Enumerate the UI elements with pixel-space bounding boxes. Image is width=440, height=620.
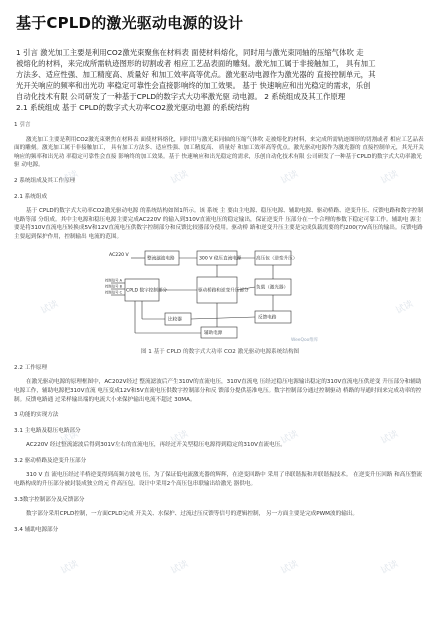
figure-caption: 图 1 基于 CPLD 的数字式大功率 CO2 激光驱动电源系统结构图 — [140, 349, 300, 356]
paragraph: 基于 CPLD的数字式大功率CO2激光驱动电源 的系统结构如图1所示。该 系统 主 要由主电源、稳压电源、辅助电源、驱动桥路、逆变升压、反馈电路和数字控制电路等部 分组成。其中主电源和稳压电源主要完成AC220V 的输入到310V直流电压的稳定输出，保证逆变升 压部分在一个合理的参数下稳定可靠工作。辅助电 源主要是将310V直流电压转换成5V和12V直流电压供数字控制部分和反馈比较器部分使用。驱动桥 路和逆变升压主要是完成负载需要的约200(?)V高压的输出。反馈电路主要起到保护作用，控制输出 电流的范围。 — [14, 208, 424, 240]
block-label: 比较器 — [168, 317, 182, 323]
paragraph: 310 V 直 流电压经过半桥逆变得到高频方波电 压，为了保证低电流激光器的辉辉，在逆变回路中 采用了串联谐振和并联谐振技术。 在逆变升压回路 和高压整流电路构成的升压部分被封装成独立的元 件高压包。设计中采用2个高压包串联输出给激光 器供电。 — [14, 472, 423, 488]
block-label: CPLD 数字控制部分 — [126, 288, 168, 294]
block-label: 整流滤波电路 — [147, 256, 175, 262]
watermark: 试读 — [59, 169, 81, 187]
watermark: 试读 — [59, 559, 81, 577]
section-heading: 2 系统组成及其工作原理 — [14, 177, 76, 184]
watermark: 试读 — [59, 429, 81, 447]
watermark: 试读 — [279, 559, 301, 577]
paragraph: 数字部分采用CPLD控制，一方面CPLD完成 开关关、水保护、过流过压反馈等信号的逻辑控制， 另一方面主要是完成PWM波的输出。 — [26, 511, 358, 518]
watermark: 试读 — [169, 559, 191, 577]
section-heading: 1 引言 — [14, 122, 31, 128]
block-label: 负载（激光器） — [256, 285, 289, 291]
article-body — [14, 121, 426, 534]
intro-line: 1 引言 激光加工主要是利用CO2激光束聚焦在材料表 面使材料熔化，同时用与激光束同轴的压缩气体吹 走 — [16, 48, 364, 57]
block-label: 驱动桥路和逆变升压部分 — [198, 288, 249, 294]
intro-block — [16, 47, 426, 113]
section-heading: 3.2 驱动桥路及逆变升压部分 — [14, 457, 87, 464]
section-heading: 2.2 工作原理 — [14, 364, 48, 371]
intro-line: 方法多、适应性强、加工精度高、质量好 和加工效率高等优点。激光驱动电源作为激光器的 直接控制单元，其 — [16, 70, 376, 79]
watermark: 试读 — [394, 299, 416, 317]
watermark: 试读 — [279, 429, 301, 447]
block-label: 反馈电路 — [258, 315, 277, 321]
intro-line: 被熔化的材料，来完成所需轨迹图形的切割或者 相应工艺品表面的雕刻。激光加工属于非接触加工， 具有加工 — [16, 59, 376, 68]
signal-label: 控制信号 A — [105, 278, 122, 283]
signal-label: 控制信号 C — [105, 290, 123, 295]
paragraph: 激光加工主要是利用CO2激光束聚焦在材料表 面使材料熔化，同时用与激光束同轴的压缩气体吹 走被熔化的材料，来完成所需轨迹图形的切割或者 相应工艺品表面的雕刻。激光加工属于非接触加工， 具有加工方法多、适应性强、加工精度高、 质量好 和加工效率高等优点。激光驱动电源作为激光器的 直接控制单元，其光开关响应的频率和出光功 率稳定可靠性会直接 影响终的加工效果。基于 快速响应和出光稳定的需求，乐创自动化技术有限 公司研发了一种基于CPLD的数字式大功率激光 驱 动电源。 — [14, 136, 424, 169]
block-diagram-svg — [105, 247, 335, 343]
watermark: 试读 — [279, 169, 301, 187]
document-title: 基于CPLD的激光驱动电源的设计 — [16, 14, 244, 32]
diagram-watermark: WeeQoo维库 — [291, 337, 319, 343]
intro-line: 2.1 系统组成 基于 CPLD的数字式大功率CO2激光驱动电源 的系统结构 — [16, 103, 250, 112]
section-heading: 3.4 辅助电源部分 — [14, 526, 59, 533]
intro-line: 光开关响应的频率和出光功 率稳定可靠性会直接影响终的加工效果。 基于 快速响应和出光稳定的需求，乐创 — [16, 81, 371, 90]
block-label: 300 V 稳压直流电源 — [199, 256, 242, 262]
watermark: 试读 — [169, 429, 191, 447]
ac-input-label: AC220 V — [109, 252, 129, 258]
system-diagram — [14, 247, 426, 347]
intro-line: 自动化技术有限 公司研发了一种基于CPLD的数字式大功率激光驱 动电源。 2 系统组成及其工作原理 — [16, 92, 346, 101]
watermark: 试读 — [379, 169, 401, 187]
block-label: 高压包（逆变升压） — [256, 256, 298, 262]
section-heading: 3.1 主电路及稳压电路部分 — [14, 427, 81, 434]
section-heading: 2.1 系统组成 — [14, 193, 48, 200]
watermark: 试读 — [379, 559, 401, 577]
watermark: 试读 — [379, 429, 401, 447]
signal-label: 控制信号 B — [105, 284, 122, 289]
section-heading: 3.3数字控制部分及反馈部分 — [14, 496, 85, 503]
paragraph: 在激光驱动电源的原理框图中，AC202V经过 整流滤波后产生310V的直流电压，310V直流电 压经过稳压电源输出稳定的310V直流电压供逆变 升压部分和辅助电源工作，辅助电源把310V直流 电压变成12V和5V直流电压供数字控制部分和反 馈部分提供基准电压。数字控制部分通过控制驱动 桥路的导通时间来完成功率的控制。反馈电路通 过采样输出端的电流大小来保护输出电流不超过 30MA。 — [14, 379, 422, 403]
block-label: 辅助电源 — [204, 330, 223, 336]
watermark: 试读 — [169, 169, 191, 187]
section-heading: 3 功能的实现方法 — [14, 412, 59, 419]
watermark: 试读 — [39, 299, 61, 317]
paragraph: AC220V 经过整流滤波后得到301V左右的直流电压，再经过开关型稳压电源得到稳定的310V直流电压。 — [26, 442, 286, 449]
